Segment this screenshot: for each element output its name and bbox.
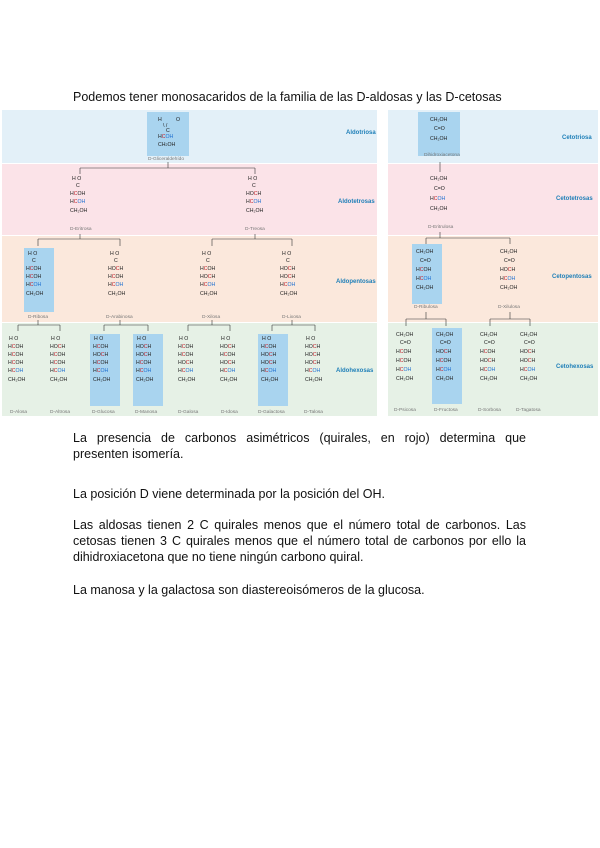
svg-text:HCOH: HCOH <box>220 352 236 358</box>
label-cetopentosas: Cetopentosas <box>552 274 592 280</box>
caption-manosa: D-Manosa <box>135 410 158 415</box>
svg-text:C: C <box>286 258 290 264</box>
svg-text:HCOH: HCOH <box>50 368 66 374</box>
svg-text:HOCH: HOCH <box>220 360 236 366</box>
svg-text:HCOH: HCOH <box>93 368 109 374</box>
caption-tagatosa: D-Tagatosa <box>516 408 541 413</box>
svg-text:HCOH: HCOH <box>480 367 496 373</box>
svg-text:HOCH: HOCH <box>305 344 321 350</box>
svg-text:H O: H O <box>221 336 231 342</box>
svg-text:HOCH: HOCH <box>280 274 296 280</box>
svg-text:HCOH: HCOH <box>70 191 86 197</box>
svg-text:C=O: C=O <box>524 340 535 346</box>
svg-text:C=O: C=O <box>440 340 451 346</box>
svg-text:C: C <box>206 258 210 264</box>
svg-text:HCOH: HCOH <box>396 349 412 355</box>
svg-text:CH₂OH: CH₂OH <box>305 377 323 383</box>
svg-text:HCOH: HCOH <box>136 368 152 374</box>
svg-text:H O: H O <box>51 336 61 342</box>
caption-psicosa: D-Psicosa <box>394 408 416 413</box>
svg-text:CH₂OH: CH₂OH <box>500 285 518 291</box>
svg-text:CH₂OH: CH₂OH <box>480 332 498 338</box>
svg-text:CH₂OH: CH₂OH <box>520 376 538 382</box>
caption-xilulosa: D-Xilulosa <box>498 305 520 310</box>
monosaccharide-family-figure <box>0 108 600 418</box>
svg-text:HCOH: HCOH <box>178 344 194 350</box>
svg-text:HOCH: HOCH <box>93 352 109 358</box>
caption-gliceraldehido: D-Gliceraldehído <box>148 157 184 162</box>
svg-text:HCOH: HCOH <box>280 282 296 288</box>
svg-text:H O: H O <box>94 336 104 342</box>
svg-text:HOCH: HOCH <box>520 358 536 364</box>
label-aldotetrosas: Aldotetrosas <box>338 199 375 205</box>
label-cetotriosa: Cetotriosa <box>562 135 592 141</box>
svg-text:CH₂OH: CH₂OH <box>136 377 154 383</box>
label-cetohexosas: Cetohexosas <box>556 364 594 370</box>
paragraph-d-position: La posición D viene determinada por la posición del OH. <box>73 487 385 501</box>
svg-text:HCOH: HCOH <box>520 367 536 373</box>
svg-text:HCOH: HCOH <box>305 368 321 374</box>
label-aldopentosas: Aldopentosas <box>336 279 376 285</box>
svg-text:HCOH: HCOH <box>396 367 412 373</box>
svg-text:H O: H O <box>262 336 272 342</box>
svg-text:C=O: C=O <box>400 340 411 346</box>
svg-text:C=O: C=O <box>484 340 495 346</box>
svg-text:HCOH: HCOH <box>26 282 42 288</box>
svg-text:HCOH: HCOH <box>8 352 24 358</box>
svg-text:HOCH: HOCH <box>246 191 262 197</box>
svg-text:CH₂OH: CH₂OH <box>93 377 111 383</box>
svg-text:CH₂OH: CH₂OH <box>416 249 434 255</box>
svg-text:HOCH: HOCH <box>261 360 277 366</box>
svg-text:CH₂OH: CH₂OH <box>50 377 68 383</box>
svg-text:C=O: C=O <box>434 186 445 192</box>
svg-text:H O: H O <box>202 251 212 257</box>
svg-text:CH₂OH: CH₂OH <box>480 376 498 382</box>
svg-text:HCOH: HCOH <box>26 266 42 272</box>
caption-galosa: D-Galosa <box>178 410 199 415</box>
caption-dihidroxiacetona: Dihidroxiacetona <box>424 153 460 158</box>
svg-text:CH₂OH: CH₂OH <box>246 208 264 214</box>
svg-text:CH₂OH: CH₂OH <box>520 332 538 338</box>
svg-text:HOCH: HOCH <box>500 267 516 273</box>
caption-lixosa: D-Lixosa <box>282 315 301 320</box>
svg-text:CH₂OH: CH₂OH <box>26 291 44 297</box>
svg-text:H O: H O <box>28 251 38 257</box>
svg-text:HCOH: HCOH <box>93 360 109 366</box>
svg-text:C: C <box>32 258 36 264</box>
caption-alosa: D-Alosa <box>10 410 28 415</box>
svg-text:HCOH: HCOH <box>416 267 432 273</box>
svg-text:HCOH: HCOH <box>26 274 42 280</box>
svg-text:HOCH: HOCH <box>220 344 236 350</box>
svg-text:HCOH: HCOH <box>220 368 236 374</box>
caption-altrosa: D-Altrosa <box>50 410 70 415</box>
svg-text:HCOH: HCOH <box>261 368 277 374</box>
caption-galactosa: D-Galactosa <box>258 410 285 415</box>
svg-text:O: O <box>176 117 181 123</box>
svg-text:H O: H O <box>282 251 292 257</box>
svg-text:HCOH: HCOH <box>178 368 194 374</box>
svg-text:HOCH: HOCH <box>136 352 152 358</box>
caption-ribulosa: D-Ribulosa <box>414 305 438 310</box>
svg-text:HCOH: HCOH <box>50 360 66 366</box>
svg-text:C: C <box>76 183 80 189</box>
svg-text:HCOH: HCOH <box>246 199 262 205</box>
svg-text:HCOH: HCOH <box>93 344 109 350</box>
svg-text:C=O: C=O <box>420 258 431 264</box>
caption-eritrosa: D-Eritrosa <box>70 227 92 232</box>
caption-arabinosa: D-Arabinosa <box>106 315 133 320</box>
svg-text:CH₂OH: CH₂OH <box>430 206 448 212</box>
svg-text:HOCH: HOCH <box>305 352 321 358</box>
paragraph-diastereoisomers: La manosa y la galactosa son diastereoisómeros de la glucosa. <box>73 583 425 597</box>
svg-text:HCOH: HCOH <box>70 199 86 205</box>
svg-text:C=O: C=O <box>434 126 445 132</box>
caption-glucosa: D-Glucosa <box>92 410 115 415</box>
svg-text:HCOH: HCOH <box>50 352 66 358</box>
svg-text:HOCH: HOCH <box>200 274 216 280</box>
highlight-ribosa <box>24 248 54 312</box>
svg-text:CH2OH: CH2OH <box>158 142 176 148</box>
svg-text:HCOH: HCOH <box>108 282 124 288</box>
svg-text:HOCH: HOCH <box>178 360 194 366</box>
svg-text:HOCH: HOCH <box>305 360 321 366</box>
svg-text:HOCH: HOCH <box>50 344 66 350</box>
svg-text:HOCH: HOCH <box>108 266 124 272</box>
svg-text:CH₂OH: CH₂OH <box>430 136 448 142</box>
caption-xilosa: D-Xilosa <box>202 315 221 320</box>
svg-text:H O: H O <box>248 176 258 182</box>
svg-text:HCOH: HCOH <box>480 349 496 355</box>
svg-text:C=O: C=O <box>504 258 515 264</box>
svg-text:HCOH: HCOH <box>416 276 432 282</box>
svg-text:HCOH: HCOH <box>136 360 152 366</box>
svg-text:\ /: \ / <box>163 123 168 129</box>
svg-text:HCOH: HCOH <box>500 276 516 282</box>
aldotetrosa-band <box>2 164 377 235</box>
svg-text:H: H <box>158 117 162 123</box>
svg-text:HCOH: HCOH <box>200 266 216 272</box>
svg-text:HCOH: HCOH <box>396 358 412 364</box>
svg-text:HCOH: HCOH <box>8 344 24 350</box>
svg-text:C: C <box>114 258 118 264</box>
svg-text:HOCH: HOCH <box>280 266 296 272</box>
svg-text:HOCH: HOCH <box>436 349 452 355</box>
svg-text:CH₂OH: CH₂OH <box>430 117 448 123</box>
svg-text:CH₂OH: CH₂OH <box>178 377 196 383</box>
svg-text:CH₂OH: CH₂OH <box>200 291 218 297</box>
aldotriosa-band <box>2 110 377 163</box>
svg-text:CH₂OH: CH₂OH <box>416 285 434 291</box>
aldopentosa-band <box>2 236 377 322</box>
label-aldohexosas: Aldohexosas <box>336 368 374 374</box>
label-aldotriosa: Aldotriosa <box>346 130 376 136</box>
svg-text:CH₂OH: CH₂OH <box>430 176 448 182</box>
page-heading: Podemos tener monosacaridos de la familia de las D-aldosas y las D-cetosas <box>73 90 502 104</box>
svg-text:HCOH: HCOH <box>200 282 216 288</box>
svg-text:HCOH: HCOH <box>158 134 174 140</box>
svg-text:CH₂OH: CH₂OH <box>436 376 454 382</box>
svg-text:CH₂OH: CH₂OH <box>396 332 414 338</box>
svg-text:HCOH: HCOH <box>8 360 24 366</box>
svg-text:HOCH: HOCH <box>261 352 277 358</box>
svg-text:CH₂OH: CH₂OH <box>436 332 454 338</box>
svg-text:HCOH: HCOH <box>430 196 446 202</box>
svg-text:CH₂OH: CH₂OH <box>261 377 279 383</box>
caption-treosa: D-Treosa <box>245 227 265 232</box>
svg-text:H O: H O <box>110 251 120 257</box>
svg-text:HOCH: HOCH <box>520 349 536 355</box>
svg-text:H O: H O <box>306 336 316 342</box>
svg-text:CH₂OH: CH₂OH <box>280 291 298 297</box>
paragraph-asymmetric-carbons: La presencia de carbonos asimétricos (quirales, en rojo) determina que presenten isomería. <box>73 431 526 461</box>
svg-text:CH₂OH: CH₂OH <box>220 377 238 383</box>
svg-text:HCOH: HCOH <box>108 274 124 280</box>
svg-text:HOCH: HOCH <box>480 358 496 364</box>
svg-text:CH₂OH: CH₂OH <box>8 377 26 383</box>
svg-text:CH₂OH: CH₂OH <box>396 376 414 382</box>
caption-fructosa: D-Fructosa <box>434 408 458 413</box>
caption-sorbosa: D-Sorbosa <box>478 408 501 413</box>
svg-text:H O: H O <box>72 176 82 182</box>
svg-text:HCOH: HCOH <box>261 344 277 350</box>
svg-text:CH₂OH: CH₂OH <box>70 208 88 214</box>
paragraph-chiral-carbons: Las aldosas tienen 2 C quirales menos que el número total de carbonos. Las cetosas tienen 3 C quirales menos que el número total de carbonos por ello la dihidroxiacetona que no tiene ningún carbono quiral. <box>73 518 526 564</box>
caption-eritrulosa: D-Eritrulosa <box>428 225 454 230</box>
svg-text:C: C <box>166 128 170 134</box>
svg-text:H O: H O <box>9 336 19 342</box>
svg-text:H O: H O <box>137 336 147 342</box>
label-cetotetrosas: Cetotetrosas <box>556 196 593 202</box>
svg-text:C: C <box>252 183 256 189</box>
svg-text:CH₂OH: CH₂OH <box>108 291 126 297</box>
svg-text:HCOH: HCOH <box>178 352 194 358</box>
svg-text:HCOH: HCOH <box>436 367 452 373</box>
svg-text:HCOH: HCOH <box>8 368 24 374</box>
caption-talosa: D-Talosa <box>304 410 323 415</box>
caption-ribosa: D-Ribosa <box>28 315 48 320</box>
svg-text:H O: H O <box>179 336 189 342</box>
caption-idosa: D-Idosa <box>221 410 238 415</box>
svg-text:HOCH: HOCH <box>136 344 152 350</box>
svg-text:CH₂OH: CH₂OH <box>500 249 518 255</box>
svg-text:HCOH: HCOH <box>436 358 452 364</box>
